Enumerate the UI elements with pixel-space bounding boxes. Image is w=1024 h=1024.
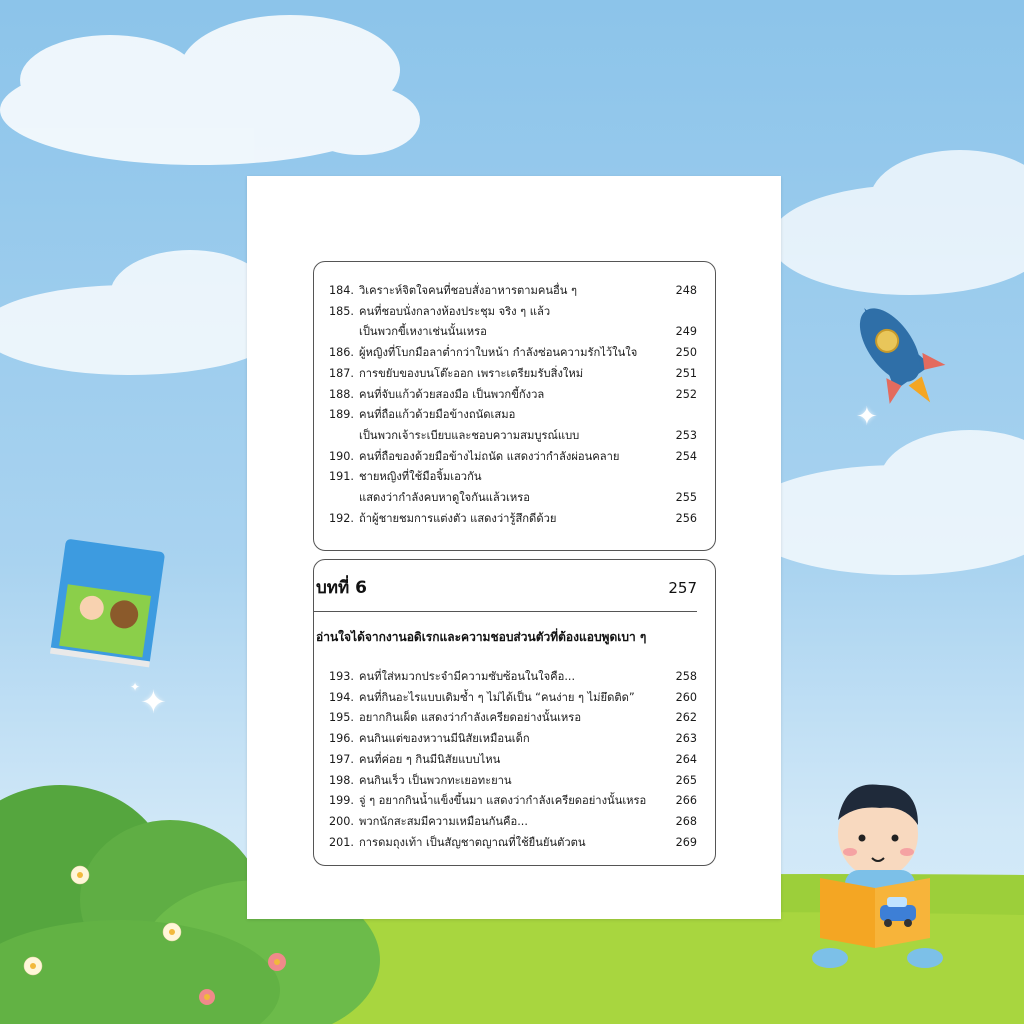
toc-entry-title: คนที่ถือของด้วยมือข้างไม่ถนัด แสดงว่ากำลังผ่อนคลาย: [359, 449, 620, 463]
toc-entry-page: 268: [675, 814, 697, 828]
toc-entry-line: [329, 791, 697, 812]
toc-entry-number: 197.: [329, 752, 354, 766]
toc-entry-line: [329, 729, 697, 750]
toc-entry-line: [329, 688, 697, 709]
cloud-icon: [0, 250, 280, 375]
toc-entry-page: 266: [675, 794, 697, 808]
chapter-divider: [314, 611, 697, 612]
toc-entry-line: [329, 812, 697, 833]
toc-entry-number: 193.: [329, 670, 354, 683]
toc-entry-number: 195.: [329, 711, 354, 725]
toc-section-chapter6: [313, 559, 716, 866]
toc-entry-page: 254: [675, 449, 697, 463]
toc-entry-line: [329, 447, 697, 468]
toc-entry: [329, 771, 697, 792]
toc-entry-line: [329, 708, 697, 729]
cloud-icon: [0, 15, 420, 165]
toc-entry-page: 250: [675, 346, 697, 360]
toc-entry-page: 264: [675, 752, 697, 766]
sparkle-icon: ✦: [130, 680, 141, 694]
toc-entry-line: [329, 509, 697, 530]
toc-entry: [329, 302, 697, 343]
toc-entry-title: ถ้าผู้ชายชมการแต่งตัว แสดงว่ารู้สึกดีด้วย: [359, 511, 557, 525]
toc-entry-page: 262: [675, 711, 697, 725]
toc-entry-line: [329, 364, 697, 385]
toc-entry-title: อยากกินเผ็ด แสดงว่ากำลังเครียดอย่างนั้นเหรอ: [359, 711, 582, 725]
rocket-icon: [836, 289, 958, 422]
toc-entry-line: [329, 405, 697, 426]
toc-entry-number: 189.: [329, 408, 354, 422]
toc-entry: [329, 447, 697, 468]
toc-entry-number: 199.: [329, 794, 354, 808]
toc-entry-number: 198.: [329, 773, 354, 787]
chapter-heading: [314, 574, 697, 601]
toc-entry-title: เป็นพวกเจ้าระเบียบและชอบความสมบูรณ์แบบ: [359, 428, 580, 442]
toc-entry-number: 190.: [329, 449, 354, 463]
toc-list: [329, 281, 697, 529]
toc-entry: [329, 729, 697, 750]
toc-entry-page: 249: [675, 325, 697, 339]
toc-entry: [329, 708, 697, 729]
toc-entry-page: 248: [675, 284, 697, 297]
toc-entry-number: 186.: [329, 346, 354, 360]
toc-entry-page: 251: [675, 366, 697, 380]
toc-entry: [329, 791, 697, 812]
toc-entry-number: 196.: [329, 732, 354, 746]
toc-entry: [329, 385, 697, 406]
toc-entry-title: จู่ ๆ อยากกินน้ำแข็งขึ้นมา แสดงว่ากำลังเครียดอย่างนั้นเหรอ: [359, 794, 647, 808]
toc-entry-line: [329, 467, 697, 488]
toc-section-part1: [313, 261, 716, 551]
toc-entry-number: 184.: [329, 284, 354, 297]
book-page: [247, 176, 781, 919]
toc-entry-title: คนที่ชอบนั่งกลางห้องประชุม จริง ๆ แล้ว: [359, 304, 551, 318]
toc-entry-title: คนที่กินอะไรแบบเดิมซ้ำ ๆ ไม่ได้เป็น “คนง่าย ๆ ไม่ยึดติด”: [359, 690, 635, 704]
toc-entry-number: 185.: [329, 304, 354, 318]
toc-entry-title: การขยับของบนโต๊ะออก เพราะเตรียมรับสิ่งใหม่: [359, 366, 584, 380]
toc-entry-page: 265: [675, 773, 697, 787]
toc-entry-page: 255: [675, 491, 697, 505]
toc-entry-page: 269: [675, 835, 697, 849]
toc-entry-page: 256: [675, 511, 697, 525]
toc-entry-number: 200.: [329, 814, 354, 828]
toc-entry-line: [329, 322, 697, 343]
toc-entry-line: [329, 281, 697, 302]
chapter-subtitle: อ่านใจได้จากงานอดิเรกและความชอบส่วนตัวที่ต้องแอบพูดเบา ๆ: [316, 630, 647, 644]
toc-entry-title: แสดงว่ากำลังคบหาดูใจกันแล้วเหรอ: [359, 491, 530, 505]
toc-entry-page: 263: [675, 732, 697, 746]
toc-entry-number: 191.: [329, 470, 354, 484]
toc-entry: [329, 467, 697, 508]
toc-entry-page: 252: [675, 387, 697, 401]
toc-entry: [329, 343, 697, 364]
toc-entry: [329, 405, 697, 446]
toc-entry-line: [329, 488, 697, 509]
toc-entry-line: [329, 302, 697, 323]
toc-entry-title: คนที่ใส่หมวกประจำมีความซับซ้อนในใจคือ...: [359, 670, 576, 683]
toc-entry-number: 187.: [329, 366, 354, 380]
toc-entry: [329, 812, 697, 833]
toc-entry-title: ผู้หญิงที่โบกมือลาต่ำกว่าใบหน้า กำลังซ่อนความรักไว้ในใจ: [359, 346, 638, 360]
toc-entry-line: [329, 771, 697, 792]
toc-entry: [329, 750, 697, 771]
toc-list: [314, 667, 697, 853]
toc-entry-line: [329, 385, 697, 406]
toc-entry-number: 188.: [329, 387, 354, 401]
toc-entry: [329, 364, 697, 385]
toc-entry-page: 258: [675, 670, 697, 683]
toc-entry-line: [329, 750, 697, 771]
toc-entry-title: วิเคราะห์จิตใจคนที่ชอบสั่งอาหารตามคนอื่น ๆ: [359, 284, 577, 297]
toc-entry-title: ชายหญิงที่ใช้มือจิ้มเอวกัน: [359, 470, 482, 484]
toc-entry: [329, 667, 697, 688]
toc-entry-title: พวกนักสะสมมีความเหมือนกันคือ...: [359, 814, 528, 828]
chapter-page-number: 257: [668, 579, 697, 597]
toc-entry: [329, 509, 697, 530]
toc-entry-title: การดมถุงเท้า เป็นสัญชาตญาณที่ใช้ยืนยันตัวตน: [359, 835, 586, 849]
toc-entry: [329, 281, 697, 302]
toc-entry-number: 194.: [329, 690, 354, 704]
toc-entry-line: [329, 426, 697, 447]
toc-entry-title: คนที่ค่อย ๆ กินมีนิสัยแบบไหน: [359, 752, 501, 766]
toc-entry: [329, 688, 697, 709]
toc-entry: [329, 833, 697, 854]
kids-book-icon: [50, 539, 165, 668]
toc-entry-title: เป็นพวกขี้เหงาเช่นนั้นเหรอ: [359, 325, 487, 339]
toc-entry-title: คนที่จับแก้วด้วยสองมือ เป็นพวกขี้กังวล: [359, 387, 545, 401]
toc-entry-number: 201.: [329, 835, 354, 849]
toc-entry-page: 253: [675, 428, 697, 442]
toc-entry-line: [329, 343, 697, 364]
toc-entry-title: คนกินแต่ของหวานมีนิสัยเหมือนเด็ก: [359, 732, 530, 746]
toc-entry-title: คนที่ถือแก้วด้วยมือข้างถนัดเสมอ: [359, 408, 516, 422]
toc-entry-page: 260: [675, 690, 697, 704]
sparkle-icon: ✦: [856, 402, 878, 432]
toc-entry-line: [329, 667, 697, 688]
toc-entry-number: 192.: [329, 511, 354, 525]
chapter-title: บทที่ 6: [316, 578, 367, 598]
toc-entry-line: [329, 833, 697, 854]
sparkle-icon: ✦: [140, 683, 167, 721]
toc-entry-title: คนกินเร็ว เป็นพวกทะเยอทะยาน: [359, 773, 512, 787]
